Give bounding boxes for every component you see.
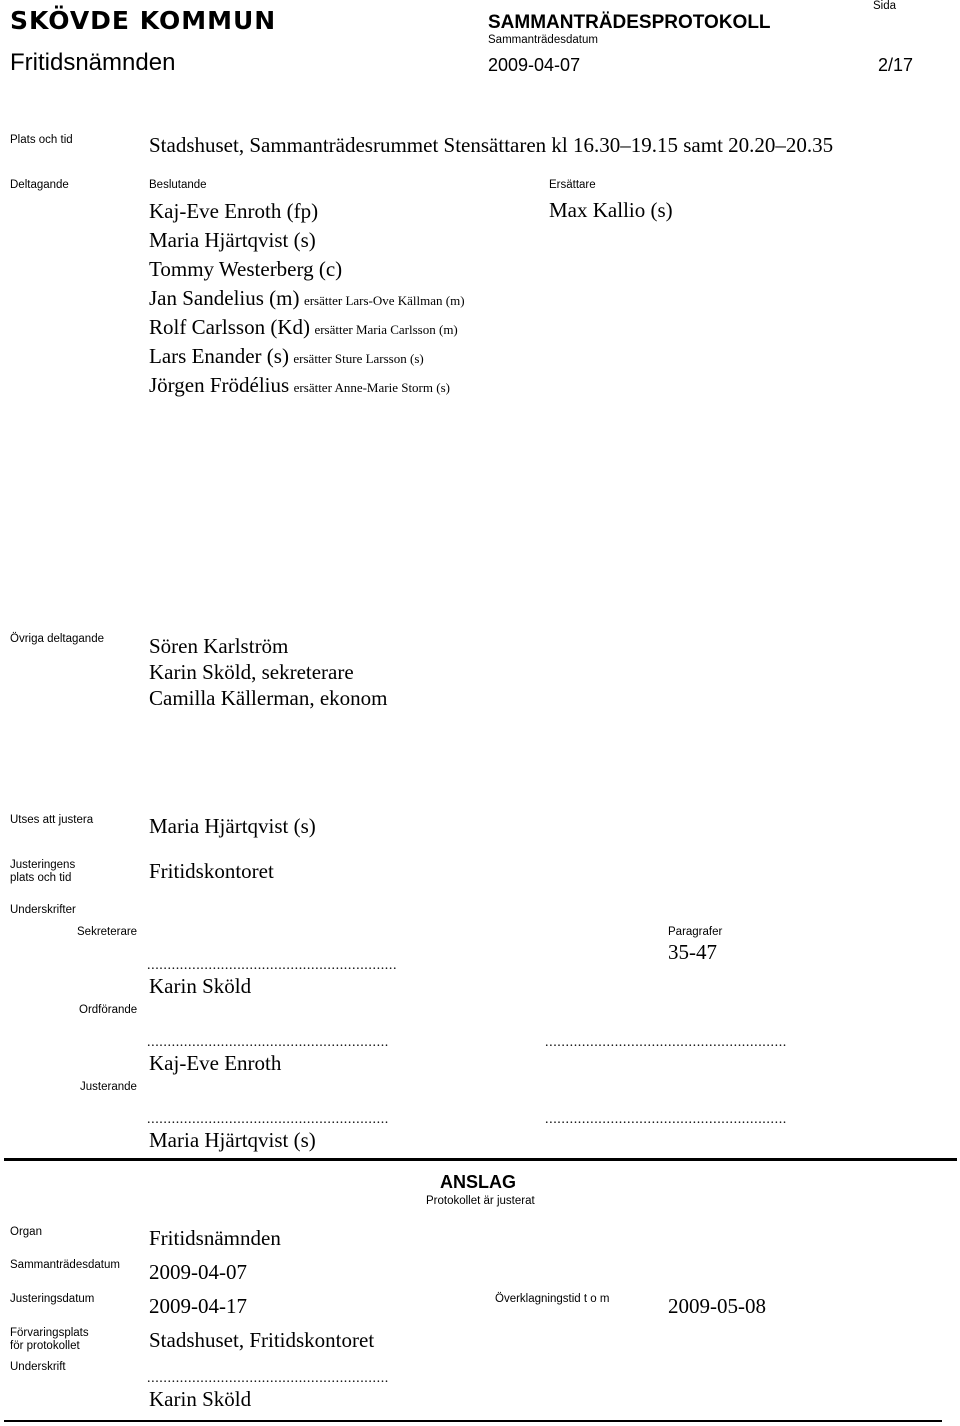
member-row xyxy=(149,227,465,256)
adjust-place-label-line: plats och tid xyxy=(10,872,72,884)
decision-makers-label: Beslutande xyxy=(149,179,207,191)
member-row xyxy=(149,285,465,314)
member-row xyxy=(149,372,465,401)
committee-title: Fritidsnämnden xyxy=(10,49,176,76)
adjust-place-label-line: Justeringens xyxy=(10,859,76,871)
notice-title: ANSLAG xyxy=(440,1172,516,1192)
adjuster-appointed-value: Maria Hjärtqvist (s) xyxy=(149,814,316,838)
other-participant: Sören Karlström xyxy=(149,634,289,658)
adjust-date-value: 2009-04-17 xyxy=(149,1294,247,1318)
member-row xyxy=(149,198,465,227)
paragraphs-value: 35-47 xyxy=(668,940,717,964)
chair-signature-line: ........................................................... xyxy=(147,1035,389,1050)
header-date: 2009-04-07 xyxy=(488,55,581,75)
member-name: Maria Hjärtqvist (s) xyxy=(149,228,316,252)
chair-label: Ordförande xyxy=(79,1004,138,1016)
extra-signature-line-2: ........................................................... xyxy=(545,1112,787,1127)
storage-label-line: för protokollet xyxy=(10,1340,80,1352)
member-row xyxy=(149,314,465,343)
member-row xyxy=(149,256,465,285)
paragraphs-label: Paragrafer xyxy=(668,926,723,938)
notice-subtitle: Protokollet är justerat xyxy=(426,1195,535,1207)
meeting-date-value: 2009-04-07 xyxy=(149,1260,247,1284)
member-name: Rolf Carlsson (Kd) xyxy=(149,315,310,339)
header-page-number: 2/17 xyxy=(878,55,914,75)
adjust-place-label xyxy=(10,859,75,885)
place-label: Plats och tid xyxy=(10,134,73,146)
signature-label: Underskrift xyxy=(10,1361,66,1373)
document-type: SAMMANTRÄDESPROTOKOLL xyxy=(488,12,771,33)
member-note: ersätter Sture Larsson (s) xyxy=(293,351,424,366)
appeal-label: Överklagningstid t o m xyxy=(495,1293,610,1305)
member-note: ersätter Maria Carlsson (m) xyxy=(314,322,458,337)
substitute-name: Max Kallio (s) xyxy=(549,198,673,222)
member-row xyxy=(149,343,465,372)
substitutes-label: Ersättare xyxy=(549,179,596,191)
member-name: Lars Enander (s) xyxy=(149,344,289,368)
signatures-label: Underskrifter xyxy=(10,904,76,916)
adjust-place-value: Fritidskontoret xyxy=(149,859,274,883)
others-list xyxy=(149,633,388,711)
member-note: ersätter Lars-Ove Källman (m) xyxy=(303,293,465,308)
others-label: Övriga deltagande xyxy=(10,633,104,645)
meeting-date-label: Sammanträdesdatum xyxy=(10,1259,120,1271)
place-value: Stadshuset, Sammanträdesrummet Stensättaren kl 16.30–19.15 samt 20.20–20.35 xyxy=(149,133,834,157)
storage-label-line: Förvaringsplats xyxy=(10,1327,89,1339)
adjuster-appointed-label: Utses att justera xyxy=(10,814,94,826)
member-name: Jan Sandelius (m) xyxy=(149,286,300,310)
storage-label xyxy=(10,1327,89,1353)
participants-label: Deltagande xyxy=(10,179,69,191)
header-page-label: Sida xyxy=(873,0,897,12)
organ-value: Fritidsnämnden xyxy=(149,1226,281,1250)
adjust-date-label: Justeringsdatum xyxy=(10,1293,95,1305)
adjuster-label: Justerande xyxy=(80,1081,137,1093)
storage-value: Stadshuset, Fritidskontoret xyxy=(149,1328,375,1352)
member-name: Tommy Westerberg (c) xyxy=(149,257,343,281)
adjuster-signature-line: ........................................................... xyxy=(147,1112,389,1127)
member-name: Kaj-Eve Enroth (fp) xyxy=(149,199,319,223)
extra-signature-line: ........................................................... xyxy=(545,1035,787,1050)
notice-signature-line: ........................................................... xyxy=(147,1371,389,1386)
other-participant: Karin Sköld, sekreterare xyxy=(149,660,354,684)
secretary-name: Karin Sköld xyxy=(149,974,252,998)
other-participant: Camilla Källerman, ekonom xyxy=(149,686,388,710)
notice-signature-name: Karin Sköld xyxy=(149,1387,252,1411)
organ-label: Organ xyxy=(10,1226,42,1238)
header-date-label: Sammanträdesdatum xyxy=(488,34,598,46)
member-name: Jörgen Frödélius xyxy=(149,373,290,397)
chair-name: Kaj-Eve Enroth xyxy=(149,1051,282,1075)
section-divider xyxy=(4,1158,957,1161)
bottom-border xyxy=(4,1420,942,1422)
municipality-logo: SKÖVDE KOMMUN xyxy=(10,6,277,35)
secretary-signature-line: ............................................................. xyxy=(147,958,398,973)
members-list xyxy=(149,198,465,401)
secretary-label: Sekreterare xyxy=(77,926,138,938)
member-note: ersätter Anne-Marie Storm (s) xyxy=(293,380,450,395)
appeal-value: 2009-05-08 xyxy=(668,1294,766,1318)
adjuster-name: Maria Hjärtqvist (s) xyxy=(149,1128,316,1152)
